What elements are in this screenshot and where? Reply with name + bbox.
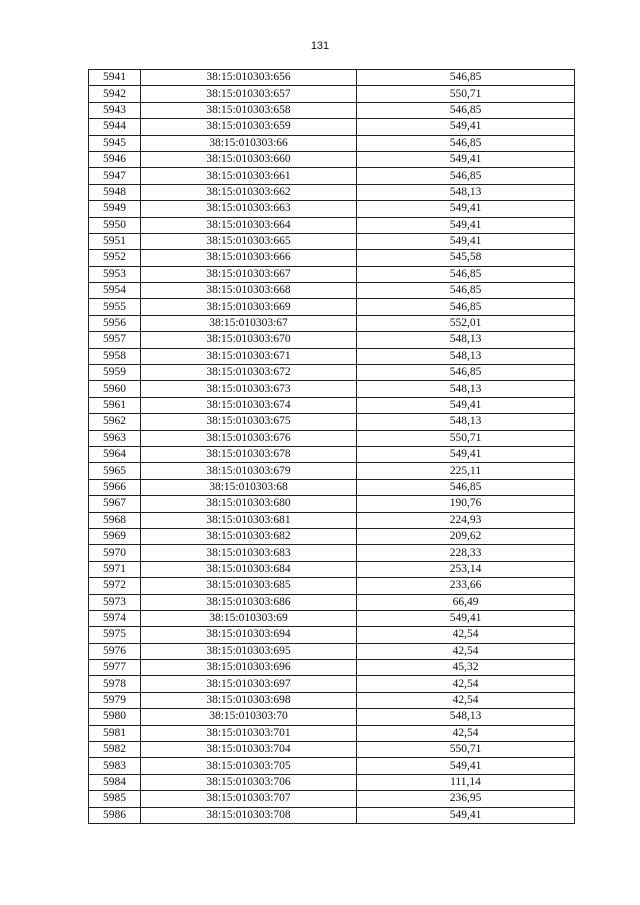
- table-row: [89, 184, 575, 200]
- row-number-cell: 5970: [89, 545, 141, 561]
- value-cell: 225,11: [357, 463, 575, 479]
- cadastral-number-cell: 38:15:010303:701: [141, 725, 357, 741]
- cadastral-number-cell: 38:15:010303:669: [141, 299, 357, 315]
- value-cell: 549,41: [357, 233, 575, 249]
- row-number-cell: 5961: [89, 397, 141, 413]
- table-row: [89, 627, 575, 643]
- table-row: [89, 676, 575, 692]
- value-cell: 546,85: [357, 135, 575, 151]
- cadastral-number-cell: 38:15:010303:679: [141, 463, 357, 479]
- table-body: [89, 70, 575, 824]
- row-number-cell: 5975: [89, 627, 141, 643]
- table-row: [89, 545, 575, 561]
- cadastral-number-cell: 38:15:010303:686: [141, 594, 357, 610]
- value-cell: 550,71: [357, 430, 575, 446]
- value-cell: 42,54: [357, 725, 575, 741]
- value-cell: 233,66: [357, 578, 575, 594]
- table-row: [89, 135, 575, 151]
- cadastral-number-cell: 38:15:010303:663: [141, 201, 357, 217]
- row-number-cell: 5955: [89, 299, 141, 315]
- row-number-cell: 5947: [89, 168, 141, 184]
- value-cell: 42,54: [357, 643, 575, 659]
- value-cell: 550,71: [357, 86, 575, 102]
- cadastral-number-cell: 38:15:010303:660: [141, 151, 357, 167]
- row-number-cell: 5982: [89, 742, 141, 758]
- table-row: [89, 119, 575, 135]
- cadastral-table: [88, 69, 575, 824]
- table-row: [89, 643, 575, 659]
- row-number-cell: 5978: [89, 676, 141, 692]
- cadastral-number-cell: 38:15:010303:683: [141, 545, 357, 561]
- value-cell: 546,85: [357, 168, 575, 184]
- value-cell: 224,93: [357, 512, 575, 528]
- cadastral-number-cell: 38:15:010303:685: [141, 578, 357, 594]
- cadastral-number-cell: 38:15:010303:670: [141, 332, 357, 348]
- cadastral-number-cell: 38:15:010303:704: [141, 742, 357, 758]
- row-number-cell: 5945: [89, 135, 141, 151]
- table-row: [89, 414, 575, 430]
- row-number-cell: 5980: [89, 709, 141, 725]
- row-number-cell: 5941: [89, 70, 141, 86]
- table-row: [89, 774, 575, 790]
- cadastral-number-cell: 38:15:010303:706: [141, 774, 357, 790]
- row-number-cell: 5977: [89, 660, 141, 676]
- value-cell: 545,58: [357, 250, 575, 266]
- row-number-cell: 5949: [89, 201, 141, 217]
- value-cell: 546,85: [357, 102, 575, 118]
- row-number-cell: 5951: [89, 233, 141, 249]
- row-number-cell: 5960: [89, 381, 141, 397]
- value-cell: 552,01: [357, 315, 575, 331]
- value-cell: 253,14: [357, 561, 575, 577]
- value-cell: 42,54: [357, 692, 575, 708]
- row-number-cell: 5954: [89, 283, 141, 299]
- value-cell: 546,85: [357, 266, 575, 282]
- table-row: [89, 594, 575, 610]
- table-row: [89, 692, 575, 708]
- cadastral-number-cell: 38:15:010303:696: [141, 660, 357, 676]
- value-cell: 190,76: [357, 496, 575, 512]
- cadastral-number-cell: 38:15:010303:681: [141, 512, 357, 528]
- table-row: [89, 791, 575, 807]
- row-number-cell: 5965: [89, 463, 141, 479]
- row-number-cell: 5957: [89, 332, 141, 348]
- value-cell: 550,71: [357, 742, 575, 758]
- cadastral-number-cell: 38:15:010303:657: [141, 86, 357, 102]
- table-row: [89, 315, 575, 331]
- cadastral-number-cell: 38:15:010303:665: [141, 233, 357, 249]
- row-number-cell: 5967: [89, 496, 141, 512]
- table-row: [89, 266, 575, 282]
- cadastral-number-cell: 38:15:010303:70: [141, 709, 357, 725]
- cadastral-number-cell: 38:15:010303:698: [141, 692, 357, 708]
- table-row: [89, 250, 575, 266]
- table-row: [89, 660, 575, 676]
- table-row: [89, 201, 575, 217]
- value-cell: 546,85: [357, 479, 575, 495]
- row-number-cell: 5983: [89, 758, 141, 774]
- table-row: [89, 299, 575, 315]
- row-number-cell: 5973: [89, 594, 141, 610]
- row-number-cell: 5959: [89, 365, 141, 381]
- table-row: [89, 217, 575, 233]
- row-number-cell: 5984: [89, 774, 141, 790]
- row-number-cell: 5985: [89, 791, 141, 807]
- cadastral-number-cell: 38:15:010303:658: [141, 102, 357, 118]
- cadastral-number-cell: 38:15:010303:680: [141, 496, 357, 512]
- table-row: [89, 168, 575, 184]
- value-cell: 42,54: [357, 627, 575, 643]
- row-number-cell: 5968: [89, 512, 141, 528]
- cadastral-number-cell: 38:15:010303:666: [141, 250, 357, 266]
- table-row: [89, 446, 575, 462]
- row-number-cell: 5979: [89, 692, 141, 708]
- table-row: [89, 807, 575, 823]
- value-cell: 546,85: [357, 299, 575, 315]
- table-row: [89, 512, 575, 528]
- value-cell: 549,41: [357, 119, 575, 135]
- cadastral-number-cell: 38:15:010303:68: [141, 479, 357, 495]
- row-number-cell: 5950: [89, 217, 141, 233]
- table-row: [89, 283, 575, 299]
- cadastral-number-cell: 38:15:010303:674: [141, 397, 357, 413]
- table-row: [89, 381, 575, 397]
- value-cell: 66,49: [357, 594, 575, 610]
- value-cell: 111,14: [357, 774, 575, 790]
- row-number-cell: 5966: [89, 479, 141, 495]
- cadastral-number-cell: 38:15:010303:662: [141, 184, 357, 200]
- row-number-cell: 5981: [89, 725, 141, 741]
- value-cell: 548,13: [357, 348, 575, 364]
- cadastral-number-cell: 38:15:010303:66: [141, 135, 357, 151]
- row-number-cell: 5962: [89, 414, 141, 430]
- value-cell: 549,41: [357, 758, 575, 774]
- table-row: [89, 479, 575, 495]
- table-row: [89, 496, 575, 512]
- value-cell: 236,95: [357, 791, 575, 807]
- row-number-cell: 5942: [89, 86, 141, 102]
- value-cell: 548,13: [357, 709, 575, 725]
- value-cell: 228,33: [357, 545, 575, 561]
- table-row: [89, 709, 575, 725]
- row-number-cell: 5952: [89, 250, 141, 266]
- cadastral-number-cell: 38:15:010303:684: [141, 561, 357, 577]
- table-row: [89, 742, 575, 758]
- value-cell: 548,13: [357, 381, 575, 397]
- value-cell: 549,41: [357, 151, 575, 167]
- table-row: [89, 151, 575, 167]
- table-row: [89, 102, 575, 118]
- cadastral-number-cell: 38:15:010303:67: [141, 315, 357, 331]
- table-row: [89, 725, 575, 741]
- row-number-cell: 5944: [89, 119, 141, 135]
- row-number-cell: 5964: [89, 446, 141, 462]
- row-number-cell: 5971: [89, 561, 141, 577]
- cadastral-number-cell: 38:15:010303:69: [141, 610, 357, 626]
- cadastral-number-cell: 38:15:010303:671: [141, 348, 357, 364]
- cadastral-number-cell: 38:15:010303:697: [141, 676, 357, 692]
- cadastral-number-cell: 38:15:010303:656: [141, 70, 357, 86]
- table-row: [89, 397, 575, 413]
- row-number-cell: 5946: [89, 151, 141, 167]
- table-row: [89, 70, 575, 86]
- cadastral-number-cell: 38:15:010303:667: [141, 266, 357, 282]
- value-cell: 549,41: [357, 217, 575, 233]
- cadastral-number-cell: 38:15:010303:664: [141, 217, 357, 233]
- row-number-cell: 5948: [89, 184, 141, 200]
- table-row: [89, 561, 575, 577]
- value-cell: 546,85: [357, 70, 575, 86]
- row-number-cell: 5976: [89, 643, 141, 659]
- value-cell: 549,41: [357, 201, 575, 217]
- row-number-cell: 5969: [89, 528, 141, 544]
- table-row: [89, 578, 575, 594]
- cadastral-number-cell: 38:15:010303:672: [141, 365, 357, 381]
- table-row: [89, 610, 575, 626]
- value-cell: 549,41: [357, 610, 575, 626]
- page-number: 131: [310, 40, 330, 52]
- value-cell: 549,41: [357, 446, 575, 462]
- cadastral-number-cell: 38:15:010303:673: [141, 381, 357, 397]
- cadastral-number-cell: 38:15:010303:682: [141, 528, 357, 544]
- cadastral-number-cell: 38:15:010303:694: [141, 627, 357, 643]
- value-cell: 45,32: [357, 660, 575, 676]
- value-cell: 548,13: [357, 184, 575, 200]
- row-number-cell: 5943: [89, 102, 141, 118]
- table-row: [89, 86, 575, 102]
- value-cell: 42,54: [357, 676, 575, 692]
- cadastral-number-cell: 38:15:010303:676: [141, 430, 357, 446]
- row-number-cell: 5963: [89, 430, 141, 446]
- cadastral-number-cell: 38:15:010303:707: [141, 791, 357, 807]
- value-cell: 546,85: [357, 365, 575, 381]
- row-number-cell: 5972: [89, 578, 141, 594]
- row-number-cell: 5986: [89, 807, 141, 823]
- cadastral-number-cell: 38:15:010303:705: [141, 758, 357, 774]
- table-row: [89, 348, 575, 364]
- cadastral-number-cell: 38:15:010303:659: [141, 119, 357, 135]
- value-cell: 209,62: [357, 528, 575, 544]
- table-row: [89, 528, 575, 544]
- value-cell: 548,13: [357, 332, 575, 348]
- table-row: [89, 430, 575, 446]
- row-number-cell: 5958: [89, 348, 141, 364]
- row-number-cell: 5974: [89, 610, 141, 626]
- table-row: [89, 332, 575, 348]
- table-row: [89, 463, 575, 479]
- table-row: [89, 365, 575, 381]
- cadastral-number-cell: 38:15:010303:661: [141, 168, 357, 184]
- cadastral-number-cell: 38:15:010303:678: [141, 446, 357, 462]
- value-cell: 548,13: [357, 414, 575, 430]
- cadastral-number-cell: 38:15:010303:668: [141, 283, 357, 299]
- cadastral-number-cell: 38:15:010303:695: [141, 643, 357, 659]
- value-cell: 549,41: [357, 807, 575, 823]
- row-number-cell: 5956: [89, 315, 141, 331]
- table-row: [89, 233, 575, 249]
- value-cell: 546,85: [357, 283, 575, 299]
- value-cell: 549,41: [357, 397, 575, 413]
- cadastral-number-cell: 38:15:010303:675: [141, 414, 357, 430]
- table-row: [89, 758, 575, 774]
- row-number-cell: 5953: [89, 266, 141, 282]
- cadastral-number-cell: 38:15:010303:708: [141, 807, 357, 823]
